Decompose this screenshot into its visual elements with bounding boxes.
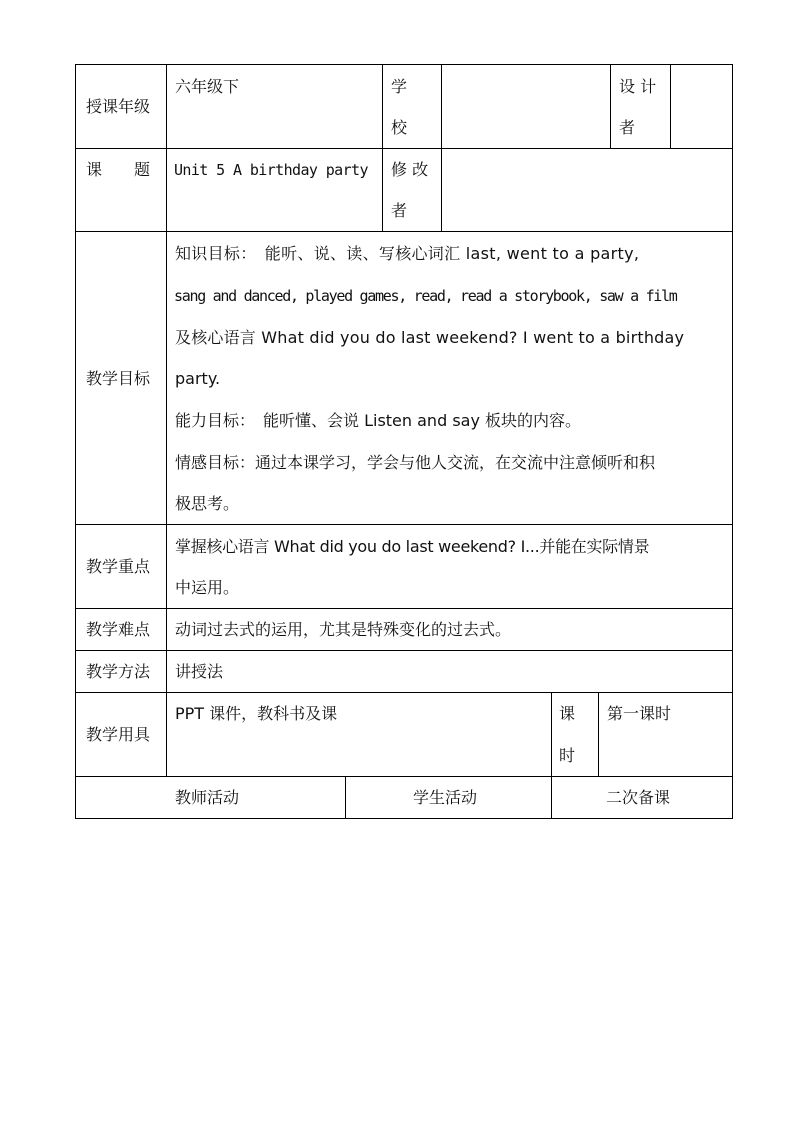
grade-label: 授课年级	[86, 97, 151, 116]
table-row-divider	[75, 650, 733, 651]
table-row-divider	[75, 692, 733, 693]
objectives-line: sang and danced, played games, read, read a storybook, saw a film	[174, 287, 677, 305]
tools-label: 教学用具	[86, 725, 151, 744]
period-label-line1: 课	[559, 704, 576, 723]
key-points-line: 中运用。	[175, 578, 240, 597]
table-row-divider	[75, 776, 733, 777]
objectives-line: 知识目标： 能听、说、读、写核心词汇 last, went to a party,	[175, 244, 640, 263]
objectives-line: party.	[175, 369, 221, 388]
reviser-label-line2: 者	[391, 201, 408, 220]
table-row-divider	[75, 231, 733, 232]
school-column-divider	[382, 64, 383, 232]
table-row-divider	[75, 148, 733, 149]
reviser-label-line1: 修 改	[391, 160, 429, 179]
designer-label-line1: 设 计	[619, 77, 657, 96]
objectives-line: 及核心语言 What did you do last weekend? I went to a birthday	[175, 328, 685, 347]
method-label: 教学方法	[86, 662, 151, 681]
objectives-line: 能力目标： 能听懂、会说 Listen and say 板块的内容。	[175, 411, 582, 430]
topic-value: Unit 5 A birthday party	[174, 161, 368, 179]
activity-column-divider	[345, 776, 346, 819]
label-column-divider	[166, 64, 167, 777]
school-label-line1: 学	[391, 77, 408, 96]
objectives-line: 情感目标：通过本课学习，学会与他人交流，在交流中注意倾听和积	[175, 453, 656, 472]
difficulties-value: 动词过去式的运用，尤其是特殊变化的过去式。	[175, 620, 512, 639]
designer-column-divider	[610, 64, 611, 149]
objectives-label: 教学目标	[86, 369, 151, 388]
difficulties-label: 教学难点	[86, 620, 151, 639]
period-column-divider	[551, 692, 552, 819]
period-label-line2: 时	[559, 746, 576, 765]
method-value: 讲授法	[175, 662, 224, 681]
table-border-bottom	[75, 818, 733, 819]
designer-label-line2: 者	[619, 118, 636, 137]
school-label-line2: 校	[391, 118, 408, 137]
key-points-label: 教学重点	[86, 557, 151, 576]
designer-value-divider	[670, 64, 671, 149]
table-border-top	[75, 64, 733, 65]
topic-label: 课 题	[86, 160, 151, 179]
table-row-divider	[75, 608, 733, 609]
key-points-line: 掌握核心语言 What did you do last weekend? I...并能在实际情景	[175, 537, 650, 556]
school-value-divider	[441, 64, 442, 232]
table-row-divider	[75, 524, 733, 525]
period-value: 第一课时	[607, 704, 672, 723]
tools-value: PPT 课件，教科书及课	[175, 704, 338, 723]
table-border-right	[732, 64, 733, 819]
objectives-line: 极思考。	[175, 494, 240, 513]
period-value-divider	[598, 692, 599, 777]
table-border-left	[75, 64, 76, 819]
second-prep-header: 二次备课	[606, 788, 671, 807]
teacher-activity-header: 教师活动	[175, 788, 240, 807]
grade-value: 六年级下	[175, 77, 240, 96]
student-activity-header: 学生活动	[413, 788, 478, 807]
